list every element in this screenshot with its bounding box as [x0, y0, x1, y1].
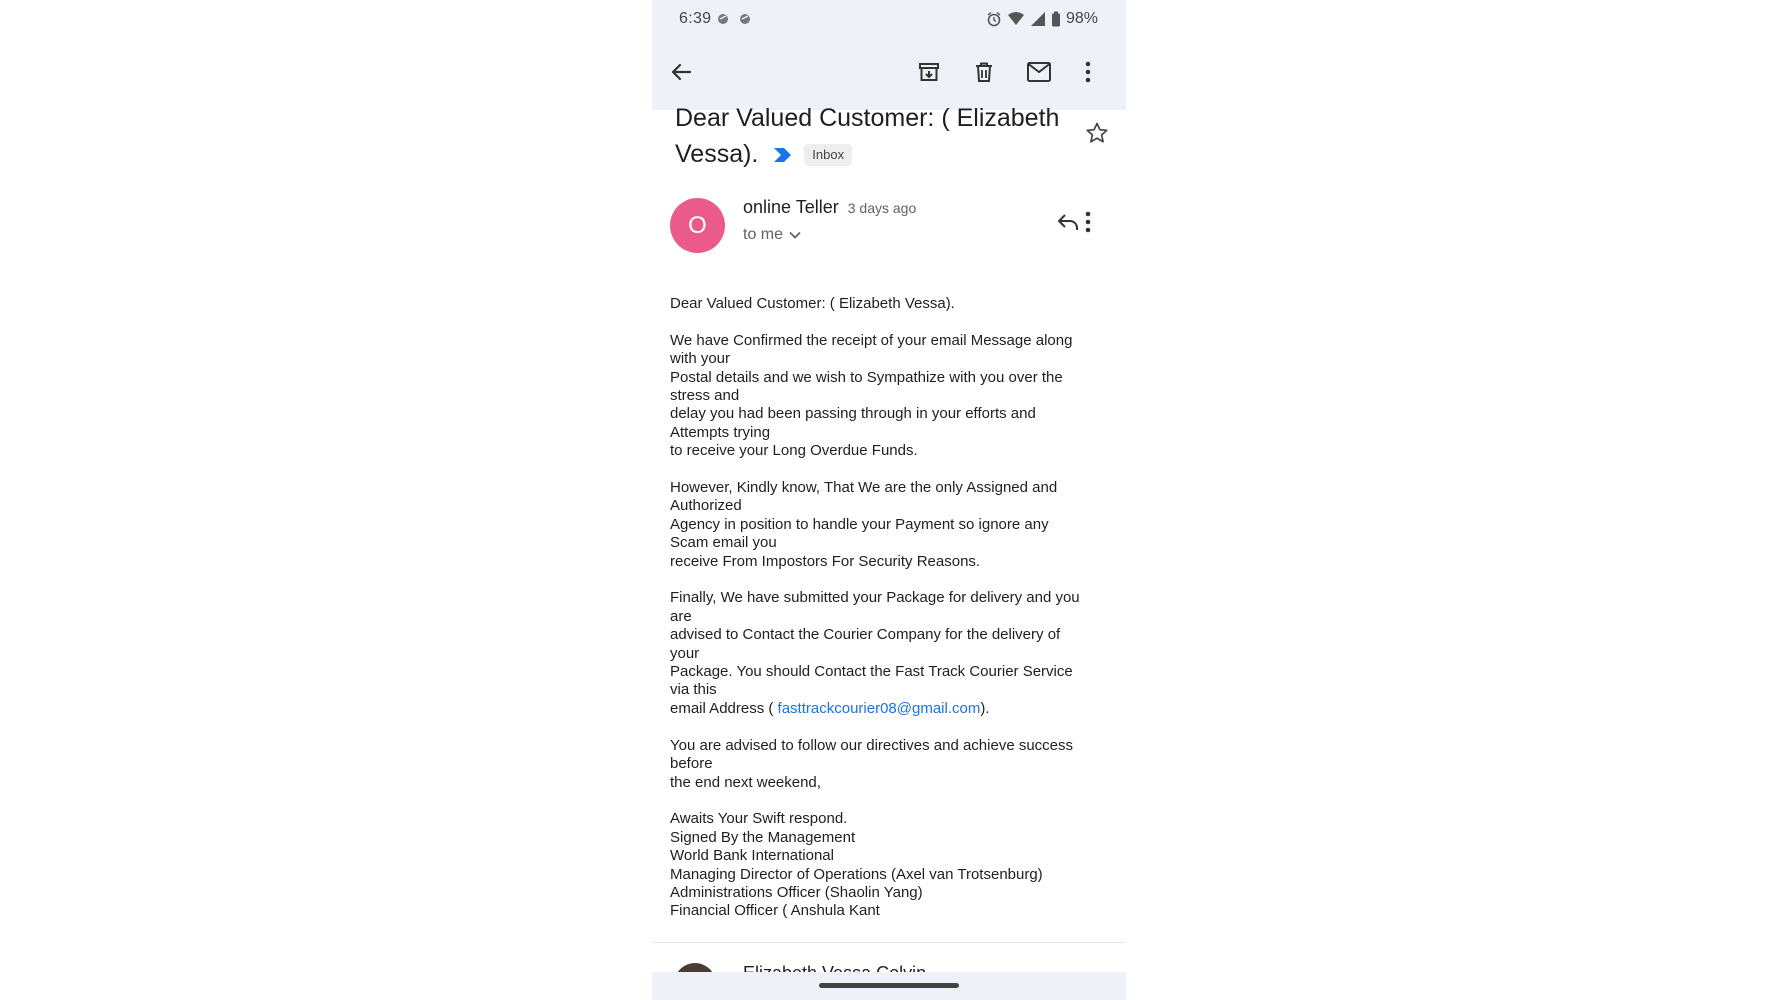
gesture-nav-bar: [652, 972, 1126, 1000]
body-greeting: Dear Valued Customer: ( Elizabeth Vessa).: [670, 295, 955, 312]
important-marker-icon[interactable]: [773, 147, 793, 163]
alarm-icon: [986, 11, 1002, 27]
mark-unread-icon: [1026, 61, 1052, 83]
body-text: ).: [980, 699, 990, 717]
status-icons: [986, 10, 1098, 28]
sender-avatar[interactable]: [670, 198, 725, 253]
star-button[interactable]: [1081, 117, 1113, 149]
mark-unread-button[interactable]: [1023, 56, 1055, 88]
archive-button[interactable]: [913, 56, 945, 88]
more-vert-icon: [1085, 211, 1091, 233]
email-body: [670, 295, 1110, 939]
chevron-down-icon: [789, 231, 801, 239]
subject-line-1: Dear Valued Customer: ( Elizabeth: [675, 104, 1060, 132]
wifi-icon: [1007, 11, 1025, 27]
back-arrow-icon: [670, 61, 692, 83]
body-text: Finally, We have submitted your Package for delivery and you are advised to Contact the Courier Company for the delivery of your Package. You should Contact the Fast Track Courier Service via this email Address (: [670, 589, 1080, 717]
recipient-details[interactable]: [743, 226, 801, 244]
status-time: 6:39: [679, 10, 712, 27]
recipient-label: to me: [743, 226, 784, 243]
home-handle[interactable]: [819, 983, 959, 988]
avatar-initial: O: [688, 211, 707, 239]
archive-icon: [917, 60, 941, 84]
star-icon: [1085, 121, 1109, 145]
delete-button[interactable]: [968, 56, 1000, 88]
signal-icon: [1030, 11, 1046, 27]
message-divider: [652, 942, 1126, 943]
inbox-label[interactable]: Inbox: [804, 144, 852, 166]
phone-screen: [652, 0, 1126, 1000]
body-paragraph: We have Confirmed the receipt of your email Message along with your Postal details and we wish to Sympathize with you over the stress and delay you had been passing through in your efforts and Attempts trying to receive your Long Overdue Funds.: [670, 331, 1073, 460]
notification-icon: [738, 12, 752, 26]
email-subject: [675, 100, 1075, 172]
body-paragraph: However, Kindly know, That We are the only Assigned and Authorized Agency in position to handle your Payment so ignore any Scam email you receive From Impostors For Security Reasons.: [670, 479, 1058, 570]
body-signature: Awaits Your Swift respond. Signed By the Management World Bank International Managing Director of Operations (Axel van Trotsenburg) Administrations Officer (Shaolin Yang) Financial Officer ( Anshula Kant: [670, 810, 1043, 920]
more-options-button[interactable]: [1072, 56, 1104, 88]
status-bar: [652, 0, 1126, 38]
sender-line: [743, 197, 916, 218]
battery-icon: [1051, 11, 1061, 27]
body-paragraph: You are advised to follow our directives and achieve success before the end next weekend,: [670, 736, 1074, 791]
message-more-button[interactable]: [1072, 206, 1104, 238]
back-button[interactable]: [665, 56, 697, 88]
more-vert-icon: [1085, 61, 1091, 83]
subject-line-2: Vessa).: [675, 140, 759, 168]
notification-icon: [716, 12, 730, 26]
sender-name[interactable]: online Teller: [743, 197, 839, 217]
battery-percent: 98%: [1065, 10, 1098, 27]
body-paragraph: [670, 589, 1110, 718]
delete-icon: [972, 60, 996, 84]
sent-time: 3 days ago: [847, 200, 917, 216]
email-link[interactable]: fasttrackcourier08@gmail.com: [777, 699, 981, 717]
